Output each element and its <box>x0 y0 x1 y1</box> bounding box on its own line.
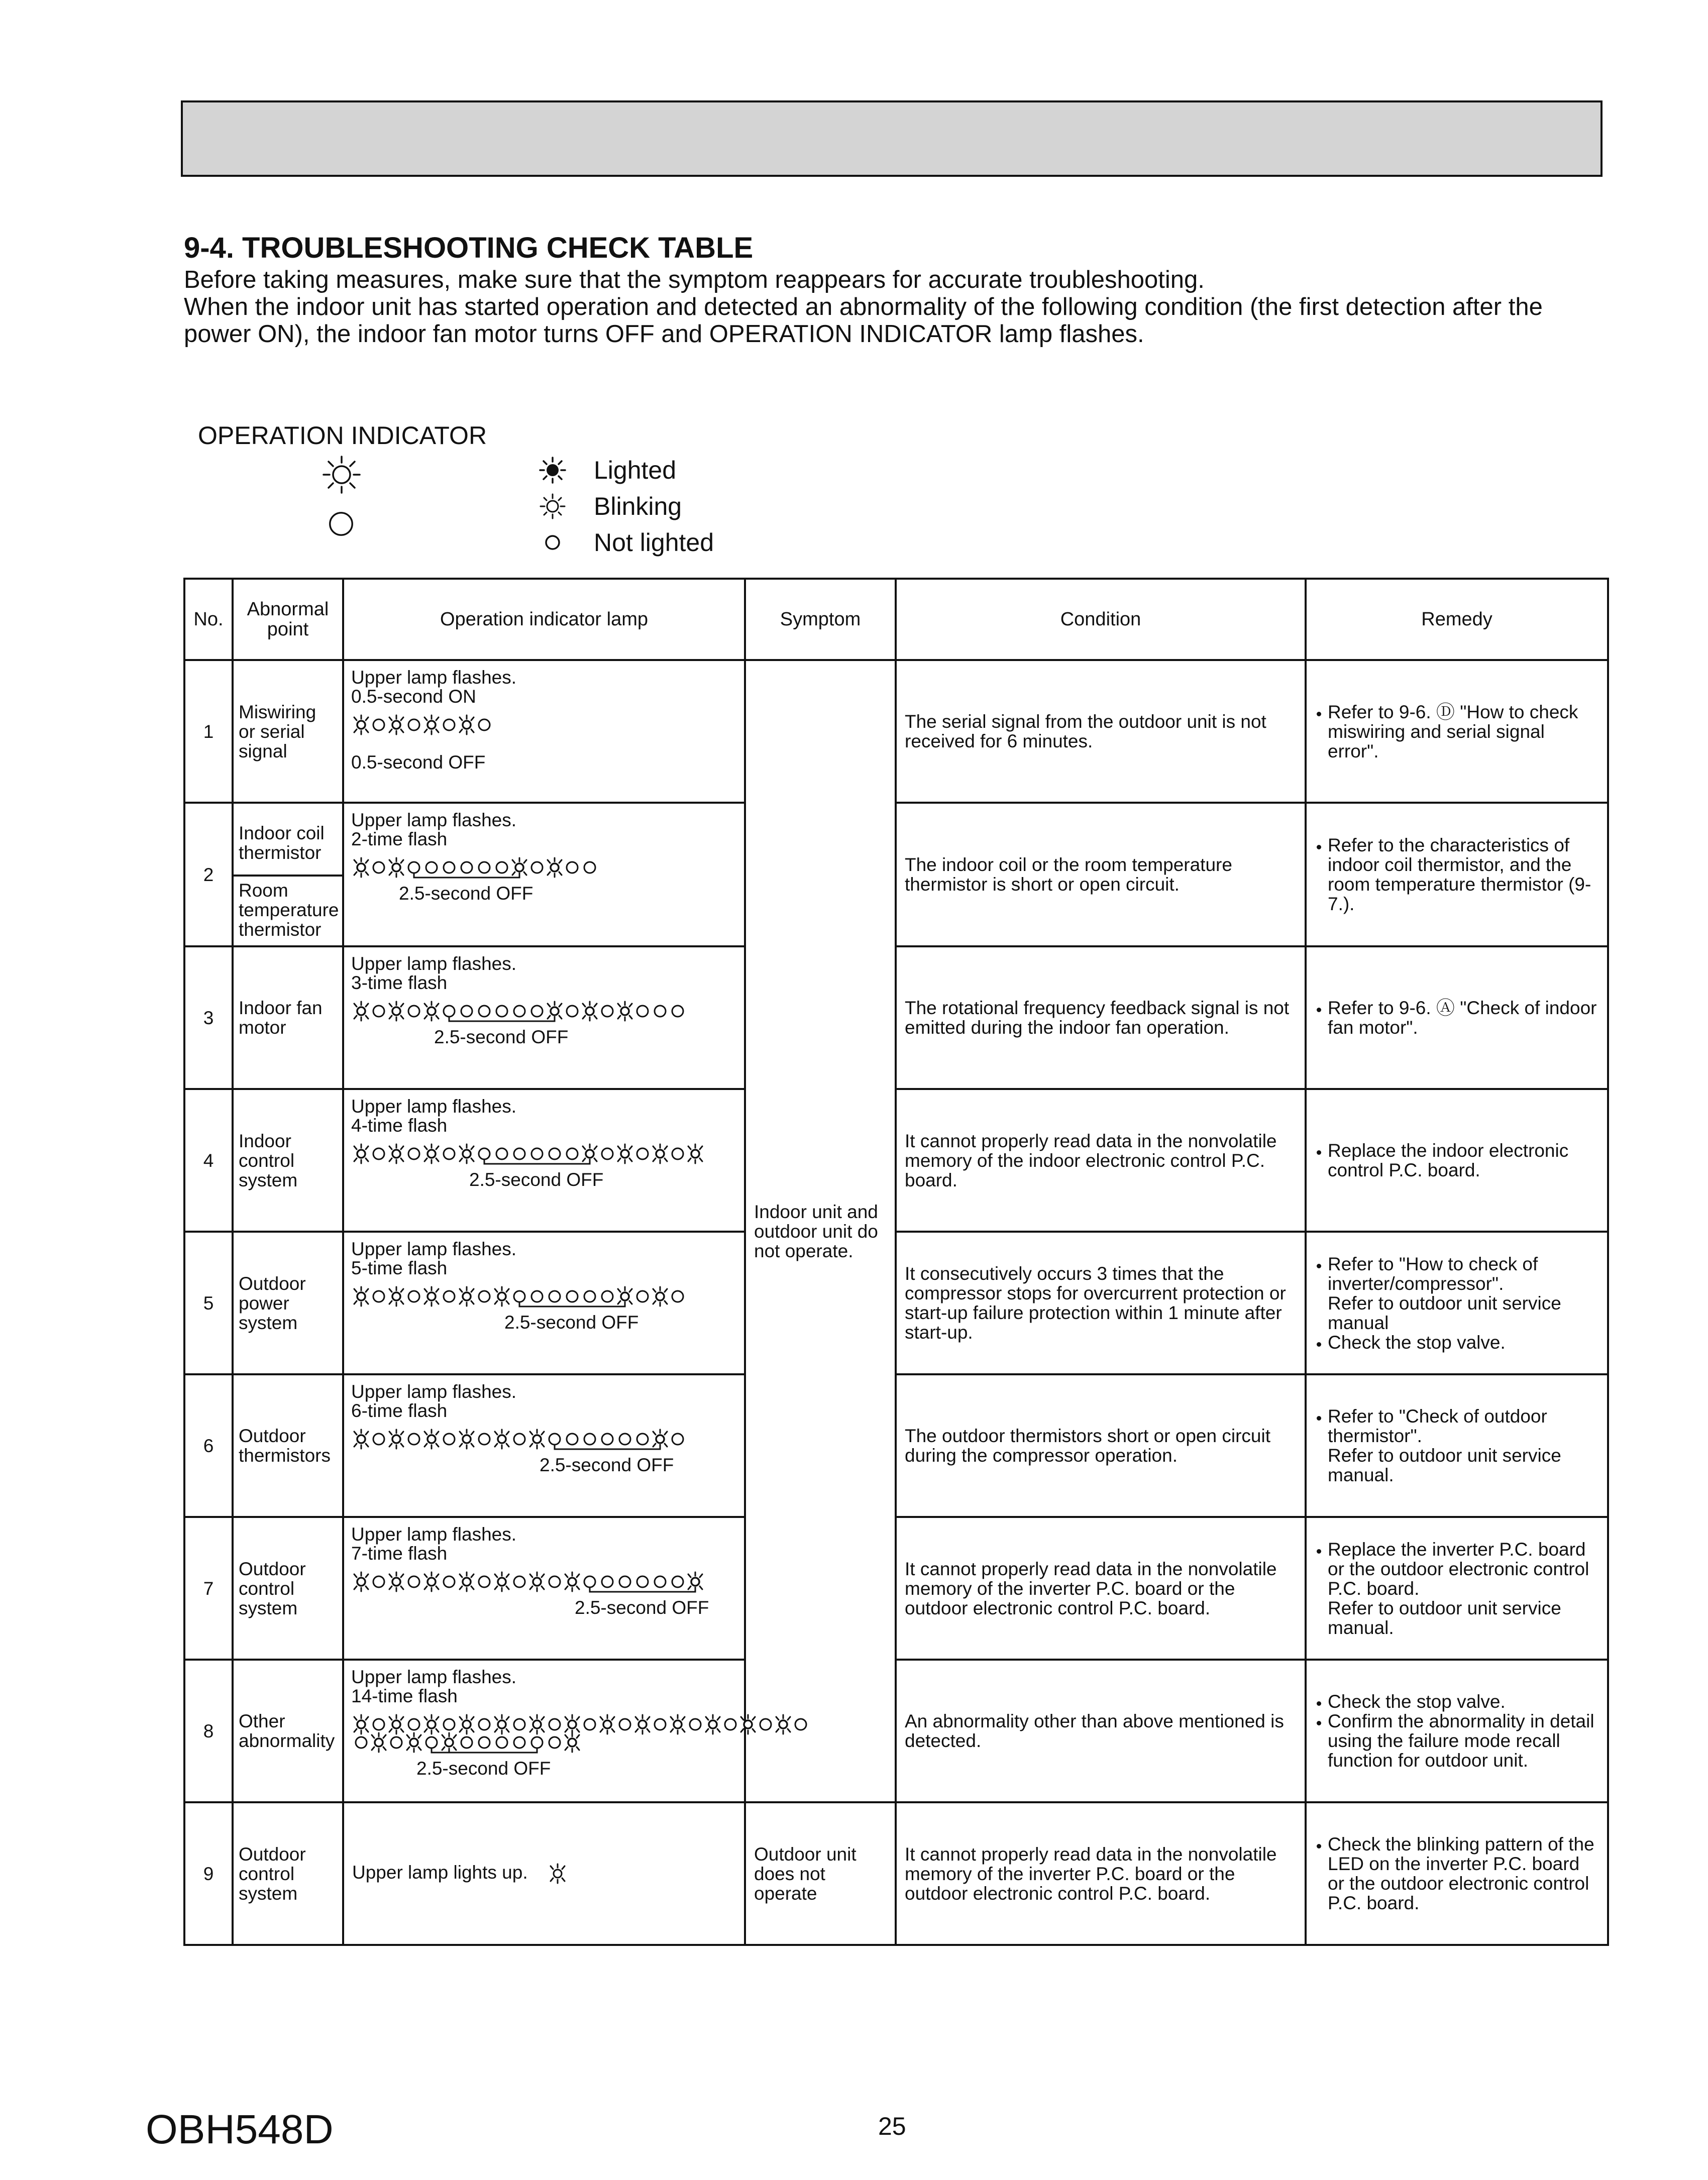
lamp-line-2: 5-time flash <box>351 1258 448 1278</box>
blink-lamp-mark <box>389 1287 403 1306</box>
blink-lamp-mark <box>424 1430 439 1449</box>
intro-line: Before taking measures, make sure that the symptom reappears for accurate troubleshooting. <box>184 266 1205 293</box>
table-row <box>184 1232 1608 1374</box>
header-abnormal-point: Abnormal point <box>233 579 343 660</box>
blink-lamp-mark <box>653 1287 667 1306</box>
off-duration-label: 2.5-second OFF <box>575 1597 709 1618</box>
off-lamp-mark <box>496 1737 507 1748</box>
remedy-item: Confirm the abnormality in detail using the failure mode recall function for outdoor unit. <box>1328 1711 1599 1770</box>
legend-lighted <box>538 452 714 488</box>
off-lamp-mark <box>408 1719 419 1730</box>
off-lamp-mark <box>725 1719 736 1730</box>
condition-cell: The indoor coil or the room temperature thermistor is short or open circuit. <box>896 803 1306 946</box>
blink-lamp-mark <box>354 1287 368 1306</box>
blink-lamp-mark <box>530 1430 544 1449</box>
abnormal-point: Indoor control system <box>233 1089 343 1232</box>
off-duration-label: 2.5-second OFF <box>434 1027 569 1047</box>
condition-cell: It cannot properly read data in the nonvolatile memory of the inverter P.C. board or the outdoor electronic control P.C. board. <box>896 1517 1306 1660</box>
blink-lamp-mark <box>618 1144 632 1163</box>
header-symptom: Symptom <box>745 579 896 660</box>
off-lamp-mark <box>408 1006 419 1017</box>
lamp-line-2: 3-time flash <box>351 972 448 993</box>
off-lamp-mark <box>531 862 543 873</box>
lamp-line-2: 2-time flash <box>351 829 448 849</box>
off-lamp-mark <box>408 862 419 873</box>
header-condition: Condition <box>896 579 1306 660</box>
off-lamp-mark <box>514 1006 525 1017</box>
off-lamp-mark <box>514 1291 525 1302</box>
off-lamp-mark <box>637 1291 648 1302</box>
condition-cell: It cannot properly read data in the nonvolatile memory of the inverter P.C. board or the outdoor electronic control P.C. board. <box>896 1802 1306 1945</box>
off-lamp-mark <box>795 1719 806 1730</box>
lamp-pattern <box>351 1140 737 1190</box>
legend-blinking-label: Blinking <box>594 492 682 520</box>
blink-lamp-mark <box>565 1715 579 1734</box>
off-lamp-mark <box>567 1148 578 1159</box>
off-lamp-mark <box>408 1148 419 1159</box>
table-row <box>184 1660 1608 1802</box>
off-lamp-mark <box>373 1148 384 1159</box>
off-lamp-mark <box>672 1576 683 1587</box>
row-number: 1 <box>184 660 233 803</box>
off-lamp-mark <box>672 1148 683 1159</box>
blink-lamp-mark <box>442 1733 456 1752</box>
blink-lamp-mark <box>460 1572 474 1591</box>
abnormal-point-secondary: Room temperature thermistor <box>234 875 342 945</box>
remedy-item: Check the stop valve. <box>1328 1692 1599 1711</box>
off-lamp-mark <box>619 1434 630 1445</box>
blink-lamp-mark <box>741 1715 755 1734</box>
off-lamp-mark <box>444 1719 455 1730</box>
lamp-cell <box>343 1374 745 1517</box>
table-row <box>184 1802 1608 1945</box>
lighted-icon <box>538 455 568 485</box>
header-remedy: Remedy <box>1306 579 1608 660</box>
blink-lamp-mark <box>460 1715 474 1734</box>
troubleshooting-table <box>183 578 1609 1946</box>
remedy-item: Refer to "Check of outdoor thermistor". <box>1328 1406 1599 1446</box>
intro-line: power ON), the indoor fan motor turns OFF and OPERATION INDICATOR lamp flashes. <box>184 320 1144 348</box>
off-lamp-mark <box>479 1006 490 1017</box>
blink-lamp-mark <box>354 1144 368 1163</box>
off-lamp-mark <box>479 1434 490 1445</box>
off-lamp-mark <box>514 1576 525 1587</box>
symptom-cell: Outdoor unit does not operate <box>745 1802 896 1945</box>
remedy-cell <box>1306 1089 1608 1232</box>
row-number: 6 <box>184 1374 233 1517</box>
off-lamp-mark <box>461 1737 472 1748</box>
blink-lamp-mark <box>389 1715 403 1734</box>
off-lamp-mark <box>549 1576 560 1587</box>
off-lamp-mark <box>444 719 455 730</box>
blink-lamp-mark <box>354 1715 368 1734</box>
remedy-item: Refer to "How to check of inverter/compressor". <box>1328 1254 1599 1293</box>
off-lamp-mark <box>496 1006 507 1017</box>
blink-lamp-mark <box>354 858 368 877</box>
blink-lamp-mark <box>495 1287 509 1306</box>
lamp-line-1: Upper lamp flashes. <box>351 1667 517 1687</box>
off-lamp-mark <box>655 1576 666 1587</box>
blink-lamp-mark <box>354 1430 368 1449</box>
row-number: 8 <box>184 1660 233 1802</box>
blink-lamp-mark <box>354 1002 368 1021</box>
off-lamp-mark <box>602 1148 613 1159</box>
off-lamp-mark <box>444 1291 455 1302</box>
off-lamp-mark <box>373 1006 384 1017</box>
off-lamp-mark <box>584 1434 595 1445</box>
blink-lamp-mark <box>389 1144 403 1163</box>
off-lamp-mark <box>408 1576 419 1587</box>
off-duration-label: 2.5-second OFF <box>399 883 533 904</box>
off-lamp-mark <box>549 1719 560 1730</box>
table-row <box>184 946 1608 1089</box>
off-duration-label: 2.5-second OFF <box>540 1455 674 1475</box>
abnormal-point: Outdoor control system <box>233 1517 343 1660</box>
off-lamp-mark <box>619 1719 630 1730</box>
off-lamp-mark <box>444 1148 455 1159</box>
table-row <box>184 803 1608 946</box>
lamp-cell <box>343 1802 745 1945</box>
lamp-line-1: Upper lamp flashes. <box>351 1381 517 1402</box>
off-lamp-mark <box>567 1434 578 1445</box>
off-duration-label: 0.5-second OFF <box>351 752 486 773</box>
blink-lamp-mark <box>389 1430 403 1449</box>
off-lamp-mark <box>479 719 490 730</box>
off-lamp-mark <box>584 1719 595 1730</box>
abnormal-point: Miswiring or serial signal <box>233 660 343 803</box>
blink-lamp-mark <box>583 1002 597 1021</box>
lamp-pattern <box>351 854 737 904</box>
off-lamp-mark <box>426 1737 437 1748</box>
off-lamp-mark <box>391 1737 402 1748</box>
off-lamp-mark <box>637 1576 648 1587</box>
off-lamp-mark <box>373 719 384 730</box>
off-lamp-mark <box>567 862 578 873</box>
blink-lamp-mark <box>706 1715 720 1734</box>
off-lamp-mark <box>479 862 490 873</box>
blink-lamp-mark <box>372 1733 386 1752</box>
header-no: No. <box>184 579 233 660</box>
lamp-line-2: 0.5-second ON <box>351 686 476 707</box>
legend-lighted-label: Lighted <box>594 456 677 484</box>
blink-lamp-mark <box>424 1287 439 1306</box>
off-lamp-mark <box>549 1291 560 1302</box>
abnormal-point-primary: Indoor coil thermistor <box>239 822 325 863</box>
off-lamp-mark <box>496 1148 507 1159</box>
row-number: 3 <box>184 946 233 1089</box>
lamp-line-1: Upper lamp flashes. <box>351 810 517 830</box>
section-title: 9-4. TROUBLESHOOTING CHECK TABLE <box>184 232 754 264</box>
off-lamp-mark <box>461 1006 472 1017</box>
blink-lamp-mark <box>389 858 403 877</box>
off-lamp-mark <box>531 1291 543 1302</box>
row-number: 5 <box>184 1232 233 1374</box>
off-lamp-mark <box>672 1434 683 1445</box>
blink-lamp-mark <box>565 1572 579 1591</box>
blink-lamp-mark <box>460 1144 474 1163</box>
remedy-cell <box>1306 1517 1608 1660</box>
off-lamp-mark <box>356 1737 367 1748</box>
off-lamp-mark <box>637 1006 648 1017</box>
blink-lamp-mark <box>389 1572 403 1591</box>
off-lamp-mark <box>602 1434 613 1445</box>
blink-lamp-mark <box>407 1733 421 1752</box>
abnormal-point: Other abnormality <box>233 1660 343 1802</box>
off-lamp-mark <box>479 1148 490 1159</box>
off-lamp-mark <box>479 1737 490 1748</box>
condition-cell: The rotational frequency feedback signal is not emitted during the indoor fan operation. <box>896 946 1306 1089</box>
lamp-cell <box>343 1660 745 1802</box>
lamp-line-1: Upper lamp flashes. <box>351 953 517 974</box>
off-lamp-mark <box>408 719 419 730</box>
off-lamp-mark <box>760 1719 771 1730</box>
off-lamp-mark <box>567 1006 578 1017</box>
abnormal-point: Outdoor thermistors <box>233 1374 343 1517</box>
blink-lamp-mark <box>424 1002 439 1021</box>
blink-lamp-mark <box>671 1715 685 1734</box>
blink-lamp-mark <box>460 1287 474 1306</box>
intro-line: When the indoor unit has started operation and detected an abnormality of the following condition (the first detection after the <box>184 293 1543 320</box>
off-lamp-mark <box>619 1576 630 1587</box>
row-number: 7 <box>184 1517 233 1660</box>
abnormal-point <box>233 803 343 946</box>
off-lamp-mark <box>549 1434 560 1445</box>
lamp-cell <box>343 660 745 803</box>
off-lamp-mark <box>514 1148 525 1159</box>
lamp-line-1: Upper lamp flashes. <box>351 667 517 688</box>
blink-lamp-mark <box>618 1002 632 1021</box>
lamp-line-2: 14-time flash <box>351 1686 458 1706</box>
off-lamp-mark <box>584 1291 595 1302</box>
off-lamp-mark <box>549 1148 560 1159</box>
blink-lamp-mark <box>389 1002 403 1021</box>
off-lamp-mark <box>373 1291 384 1302</box>
off-lamp-mark <box>479 1576 490 1587</box>
remedy-item: Refer to 9-6. Ⓐ "Check of indoor fan motor". <box>1328 998 1599 1037</box>
remedy-cell <box>1306 946 1608 1089</box>
off-lamp-mark <box>444 1576 455 1587</box>
off-lamp-mark <box>408 1291 419 1302</box>
condition-cell: It consecutively occurs 3 times that the compressor stops for overcurrent protection or start-up failure protection within 1 minute after start-up. <box>896 1232 1306 1374</box>
off-lamp-mark <box>584 1576 595 1587</box>
lamp-line-1: Upper lamp flashes. <box>351 1239 517 1259</box>
remedy-item: Refer to the characteristics of indoor coil thermistor, and the room temperature thermistor (9-7.). <box>1328 835 1599 914</box>
table-row <box>184 1374 1608 1517</box>
remedy-cell <box>1306 1232 1608 1374</box>
table-header-row <box>184 579 1608 660</box>
lamp-cell <box>343 1517 745 1660</box>
remedy-note: Refer to outdoor unit service manual. <box>1328 1445 1561 1485</box>
row-number: 2 <box>184 803 233 946</box>
symptom-cell: Indoor unit and outdoor unit do not operate. <box>745 660 896 1802</box>
remedy-cell <box>1306 660 1608 803</box>
blink-lamp-mark <box>653 1144 667 1163</box>
blinking-icon <box>538 491 568 521</box>
off-lamp-mark <box>531 1006 543 1017</box>
blink-lamp-mark <box>565 1733 579 1752</box>
blink-lamp-mark <box>424 1144 439 1163</box>
blink-lamp-mark <box>688 1144 702 1163</box>
page-number: 25 <box>878 2112 906 2140</box>
lamp-pattern <box>351 1711 737 1779</box>
lamp-text: Upper lamp lights up. <box>352 1862 528 1883</box>
blink-lamp-mark <box>424 1715 439 1734</box>
lamp-line-1: Upper lamp flashes. <box>351 1096 517 1117</box>
lamp-pattern-svg <box>351 711 512 767</box>
condition-cell: It cannot properly read data in the nonvolatile memory of the indoor electronic control P.C. board. <box>896 1089 1306 1232</box>
off-lamp-mark <box>567 1291 578 1302</box>
remedy-item: Replace the indoor electronic control P.C. board. <box>1328 1141 1599 1180</box>
off-lamp-mark <box>672 1291 683 1302</box>
operation-indicator-label: OPERATION INDICATOR <box>198 421 487 450</box>
legend-not-lighted <box>538 524 714 561</box>
off-lamp-mark <box>461 862 472 873</box>
off-lamp-mark <box>373 1576 384 1587</box>
blink-lamp-mark <box>776 1715 790 1734</box>
remedy-cell <box>1306 1802 1608 1945</box>
legend-blinking <box>538 488 714 524</box>
off-lamp-mark <box>602 1576 613 1587</box>
lamp-pattern <box>351 1426 737 1475</box>
abnormal-point: Indoor fan motor <box>233 946 343 1089</box>
remedy-cell <box>1306 803 1608 946</box>
lamp-pattern <box>351 998 737 1047</box>
row-number: 4 <box>184 1089 233 1232</box>
abnormal-point: Outdoor control system <box>233 1802 343 1945</box>
lamp-line-2: 7-time flash <box>351 1543 448 1564</box>
off-lamp-mark <box>637 1148 648 1159</box>
lamp-cell <box>343 1232 745 1374</box>
abnormal-point: Outdoor power system <box>233 1232 343 1374</box>
condition-cell: The serial signal from the outdoor unit is not received for 6 minutes. <box>896 660 1306 803</box>
off-lamp-mark <box>690 1719 701 1730</box>
off-lamp-mark <box>373 1719 384 1730</box>
off-lamp-mark <box>531 1148 543 1159</box>
off-lamp-mark <box>672 1006 683 1017</box>
blink-lamp-mark <box>530 1572 544 1591</box>
off-lamp-mark <box>444 862 455 873</box>
lower-lamp-icon <box>327 509 356 538</box>
header-operation-indicator-lamp: Operation indicator lamp <box>343 579 745 660</box>
blink-lamp-mark <box>354 715 368 734</box>
blink-lamp-mark <box>354 1572 368 1591</box>
upper-lamp-icon <box>322 455 362 495</box>
off-lamp-mark <box>531 1737 543 1748</box>
off-lamp-mark <box>637 1434 648 1445</box>
off-lamp-mark <box>479 1719 490 1730</box>
blink-lamp-mark <box>460 715 474 734</box>
off-lamp-mark <box>514 1434 525 1445</box>
off-lamp-mark <box>655 1719 666 1730</box>
blink-lamp-mark <box>530 1715 544 1734</box>
off-lamp-mark <box>444 1434 455 1445</box>
table-row <box>184 1089 1608 1232</box>
header-band <box>181 100 1603 177</box>
remedy-item: Replace the inverter P.C. board or the outdoor electronic control P.C. board. <box>1328 1540 1599 1598</box>
off-duration-label: 2.5-second OFF <box>504 1312 639 1333</box>
blink-lamp-mark <box>424 1572 439 1591</box>
not-lighted-icon <box>538 527 568 558</box>
off-duration-label: 2.5-second OFF <box>469 1169 604 1190</box>
lamp-cell <box>343 1089 745 1232</box>
table-row <box>184 660 1608 803</box>
remedy-cell <box>1306 1374 1608 1517</box>
off-lamp-mark <box>514 1737 525 1748</box>
blink-lamp-mark <box>495 1715 509 1734</box>
off-lamp-mark <box>584 862 595 873</box>
off-lamp-mark <box>373 862 384 873</box>
remedy-item: Check the stop valve. <box>1328 1333 1599 1352</box>
condition-cell: The outdoor thermistors short or open circuit during the compressor operation. <box>896 1374 1306 1517</box>
off-lamp-mark <box>514 1719 525 1730</box>
off-lamp-mark <box>426 862 437 873</box>
remedy-item: Refer to 9-6. Ⓓ "How to check miswiring and serial signal error". <box>1328 702 1599 761</box>
blink-lamp-mark <box>460 1430 474 1449</box>
off-lamp-mark <box>373 1434 384 1445</box>
lamp-legend <box>538 452 714 561</box>
lamp-cell <box>343 803 745 946</box>
blinking-lamp-icon <box>545 1862 570 1885</box>
off-lamp-mark <box>408 1434 419 1445</box>
lamp-line-1: Upper lamp flashes. <box>351 1524 517 1545</box>
lamp-pattern <box>351 711 737 748</box>
off-lamp-mark <box>479 1291 490 1302</box>
lamp-line-2: 6-time flash <box>351 1400 448 1421</box>
blink-lamp-mark <box>495 1572 509 1591</box>
blink-lamp-mark <box>635 1715 650 1734</box>
remedy-cell <box>1306 1660 1608 1802</box>
lamp-line-2: 4-time flash <box>351 1115 448 1136</box>
blink-lamp-mark <box>389 715 403 734</box>
lamp-cell <box>343 946 745 1089</box>
row-number: 9 <box>184 1802 233 1945</box>
lamp-pattern <box>351 1568 737 1618</box>
blink-lamp-mark <box>600 1715 614 1734</box>
off-lamp-mark <box>602 1006 613 1017</box>
lamp-pattern <box>351 1283 737 1333</box>
blink-lamp-mark <box>548 858 562 877</box>
blink-lamp-mark <box>424 715 439 734</box>
remedy-note: Refer to outdoor unit service manual. <box>1328 1597 1561 1638</box>
remedy-note: Refer to outdoor unit service manual <box>1328 1292 1561 1333</box>
blink-lamp-mark <box>495 1430 509 1449</box>
table-row <box>184 1517 1608 1660</box>
off-lamp-mark <box>549 1737 560 1748</box>
legend-not-lighted-label: Not lighted <box>594 528 714 557</box>
remedy-item: Check the blinking pattern of the LED on the inverter P.C. board or the outdoor electronic control P.C. board. <box>1328 1834 1599 1913</box>
model-number: OBH548D <box>146 2107 334 2152</box>
condition-cell: An abnormality other than above mentioned is detected. <box>896 1660 1306 1802</box>
intro-text <box>184 266 1611 348</box>
off-lamp-mark <box>496 862 507 873</box>
off-lamp-mark <box>655 1006 666 1017</box>
off-duration-label: 2.5-second OFF <box>416 1758 551 1779</box>
off-lamp-mark <box>444 1006 455 1017</box>
off-lamp-mark <box>602 1291 613 1302</box>
